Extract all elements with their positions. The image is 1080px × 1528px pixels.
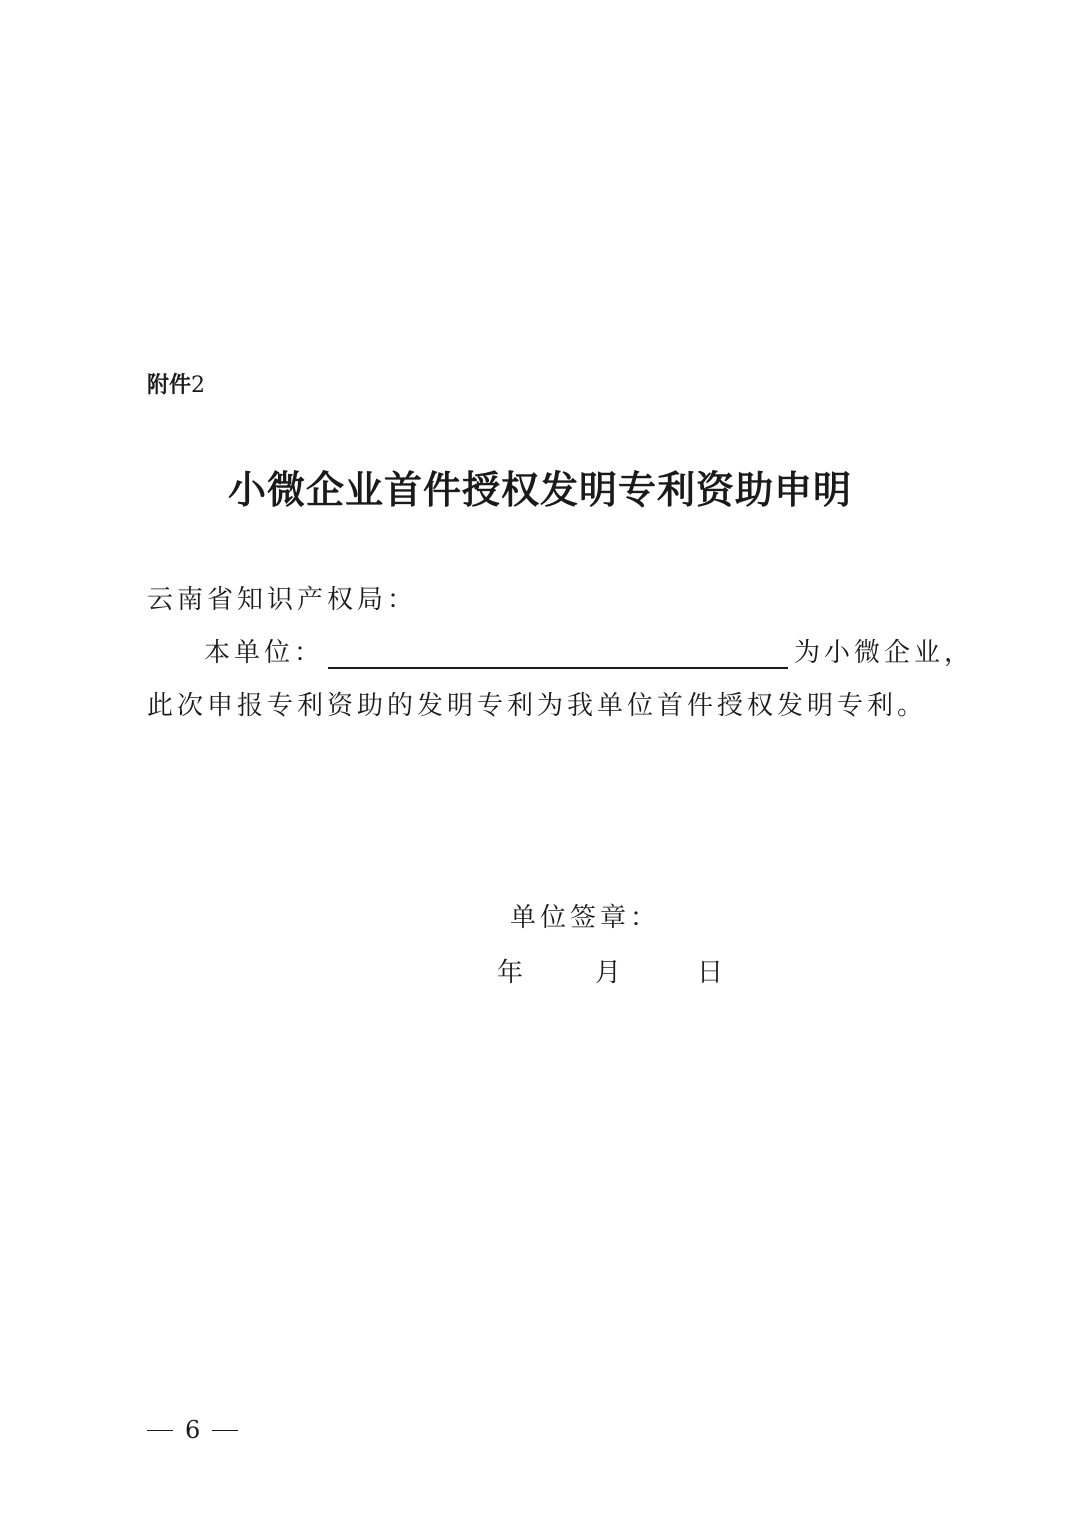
year-label: 年 (497, 958, 528, 988)
unit-suffix: 为小微企业， (794, 638, 975, 668)
unit-label: 本单位： (204, 638, 325, 668)
unit-declaration-line (204, 633, 974, 673)
month-label: 月 (595, 958, 626, 988)
attachment-number: 2 (191, 373, 206, 398)
unit-seal-label: 单位签章： (510, 903, 661, 933)
unit-name-blank[interactable] (328, 637, 788, 669)
attachment-label: 附件 (147, 373, 192, 398)
page-number: 6 (185, 1416, 201, 1444)
page-number-footer (147, 1412, 238, 1448)
left-dash (147, 1430, 173, 1431)
day-label: 日 (697, 958, 728, 988)
document-title: 小微企业首件授权发明专利资助申明 (227, 468, 852, 512)
addressee: 云南省知识产权局： (147, 585, 418, 615)
date-row (497, 953, 727, 993)
attachment-heading (147, 370, 205, 402)
statement-text: 此次申报专利资助的发明专利为我单位首件授权发明专利。 (147, 691, 928, 721)
right-dash (212, 1430, 238, 1431)
